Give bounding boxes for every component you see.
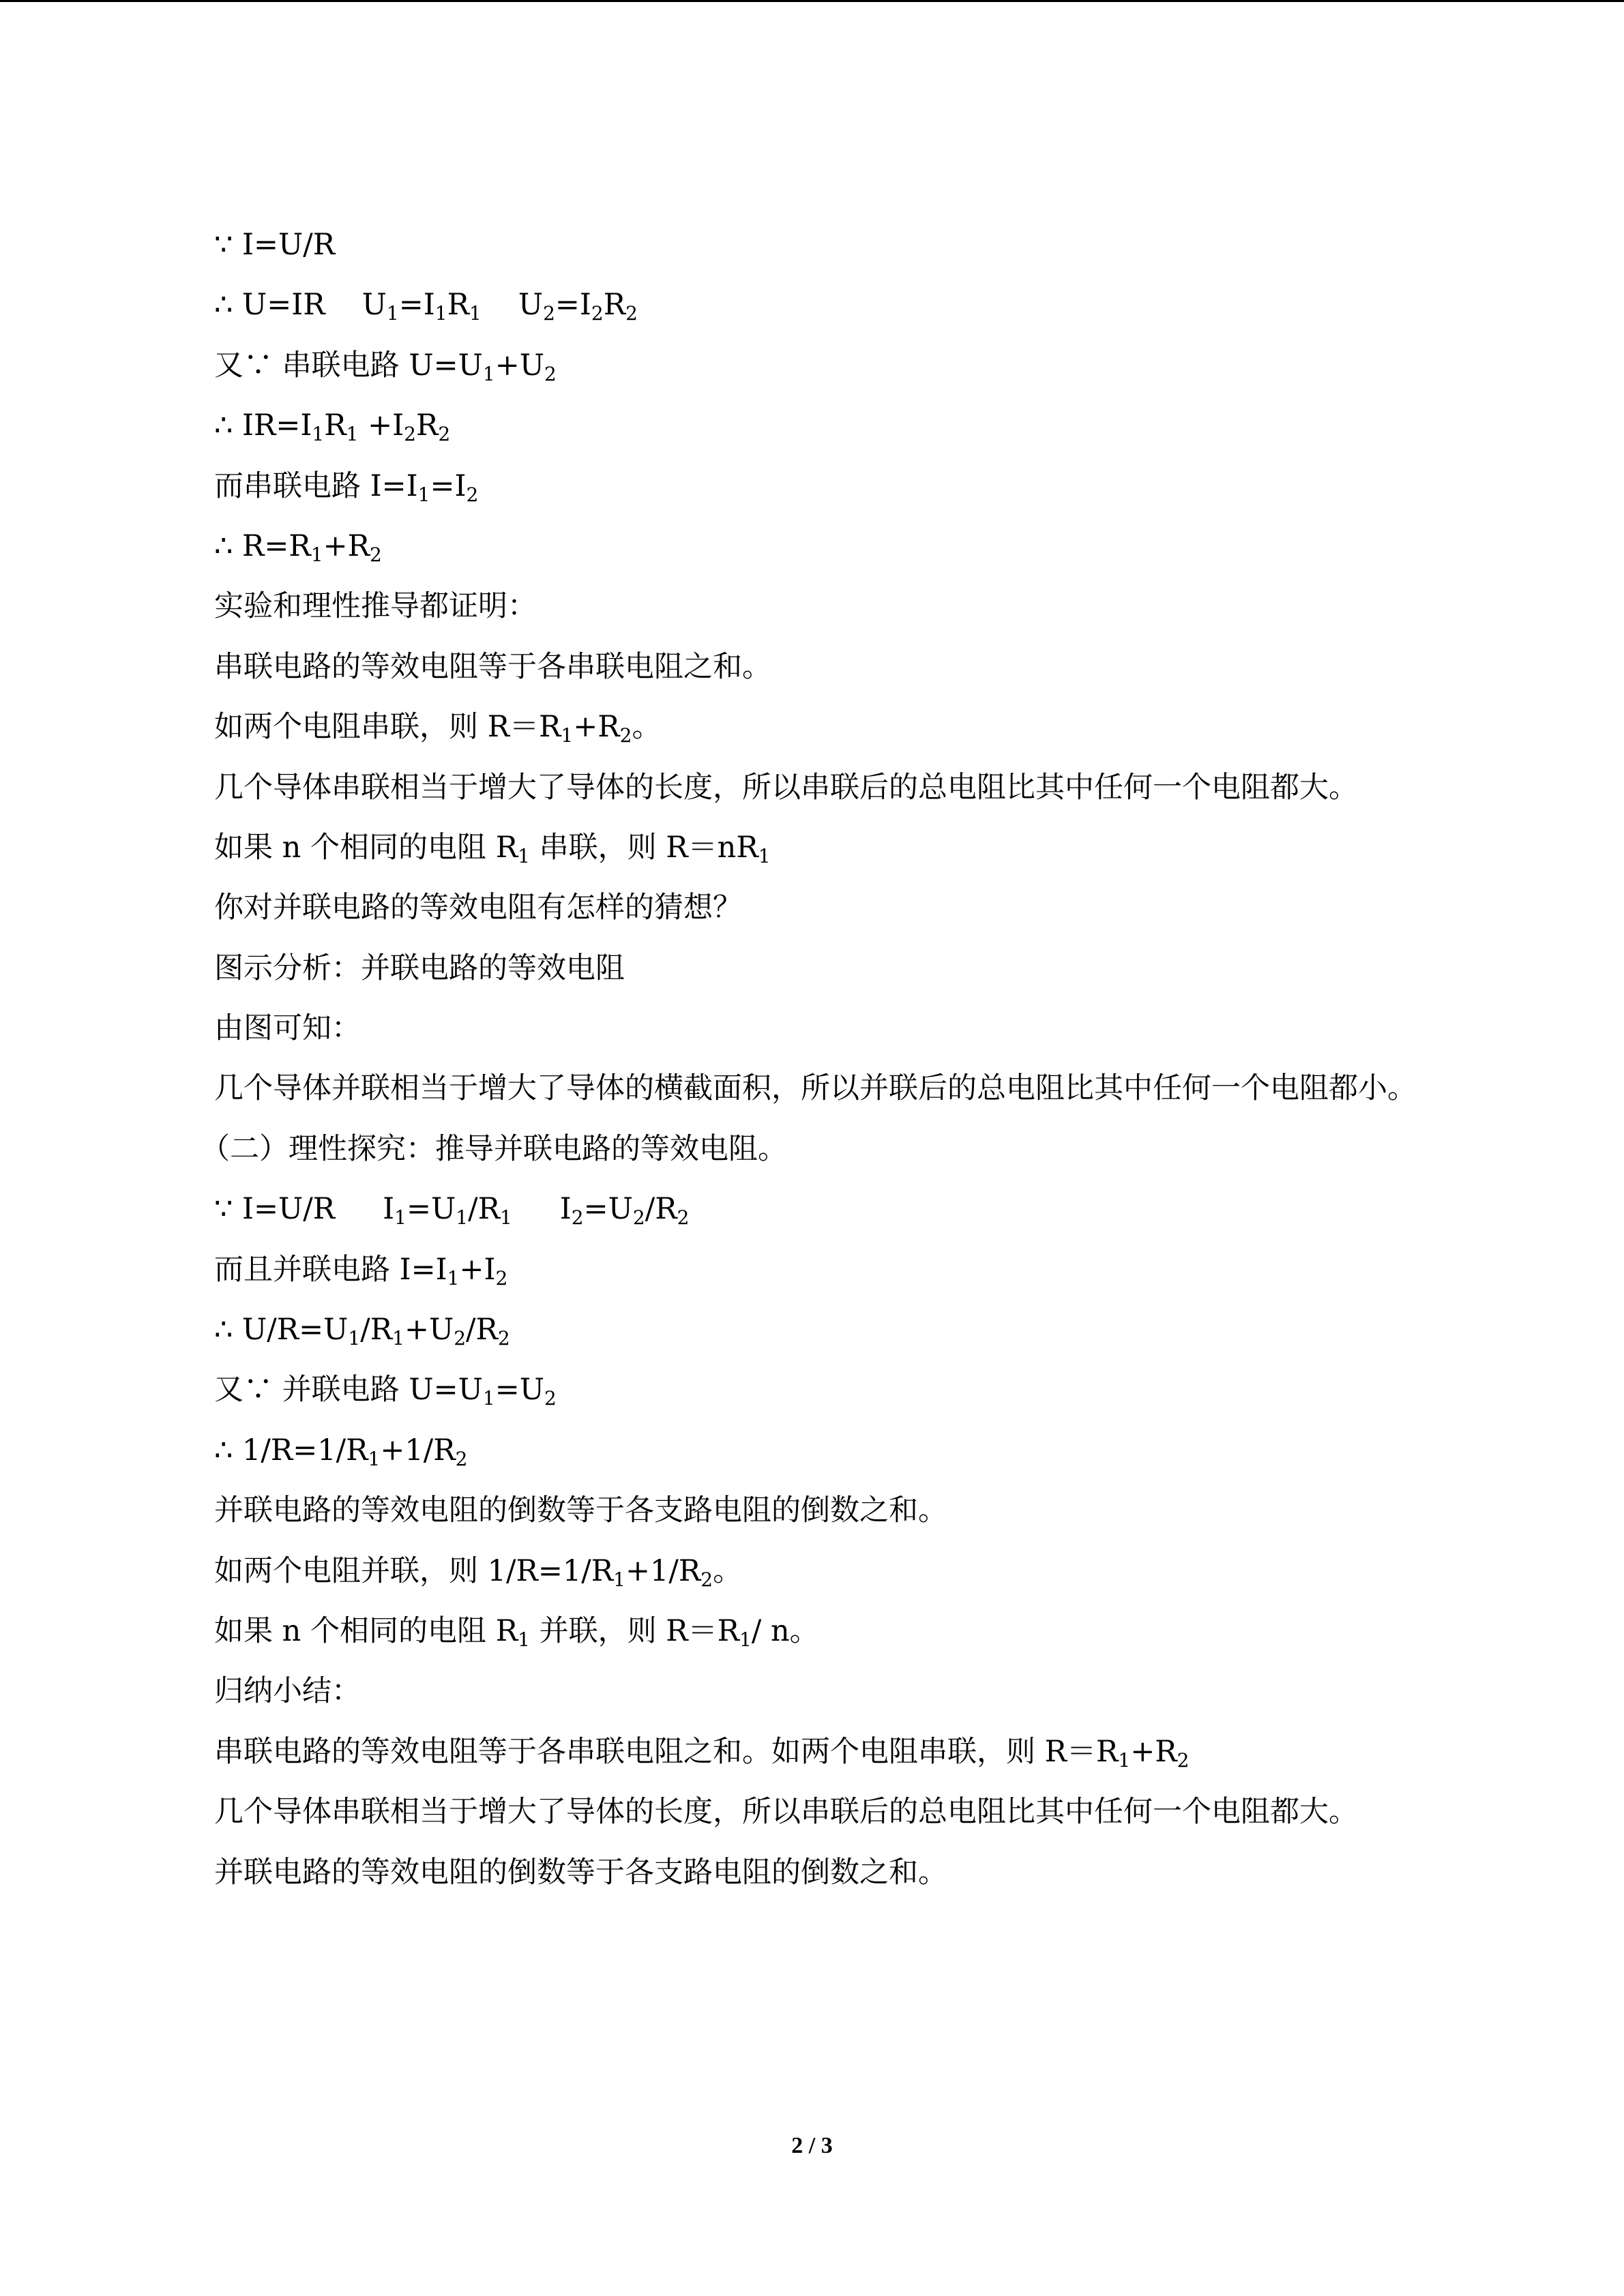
formula-line: ∵ I=U/R $I_1=U_1/R_1$ $I_2=U_2/R_2$: [214, 1192, 690, 1229]
page-number: 2 / 3: [791, 2133, 833, 2158]
formula-line: ∵ I=U/R: [214, 228, 336, 262]
formula-line: 如两个电阻并联，则 $1/R=1/R_1+1/R_2$。: [214, 1553, 743, 1591]
text-line: 归纳小结：: [214, 1674, 361, 1709]
section-heading: （二）理性探究：推导并联电路的等效电阻。: [201, 1131, 787, 1166]
formula-line: 如两个电阻串联，则 $R=R_1+R_2$。: [214, 710, 662, 747]
top-border: [0, 0, 1624, 2]
formula-line: 串联电路的等效电阻等于各串联电阻之和。如两个电阻串联，则 $R=R_1+R_2$: [214, 1734, 1190, 1772]
paragraph: 几个导体串联相当于增大了导体的长度，所以串联后的总电阻比其中任何一个电阻都大。: [214, 1795, 1358, 1830]
text-line: 实验和理性推导都证明：: [214, 589, 537, 624]
paragraph: 几个导体串联相当于增大了导体的长度，所以串联后的总电阻比其中任何一个电阻都大。: [214, 770, 1358, 805]
formula-line: ∴ $U/R=U_1/R_1+U_2/R_2$: [214, 1313, 510, 1350]
formula-line: 又∵ 并联电路 $U=U_1=U_2$: [214, 1373, 557, 1410]
document-body: [149, 215, 1465, 1903]
formula-line: ∴ $1/R=1/R_1+1/R_2$: [214, 1433, 468, 1470]
text-line: 图示分析：并联电路的等效电阻: [214, 951, 625, 985]
formula-line: 如果 n 个相同的电阻 $R_1$ 串联，则 $R=nR_1$: [214, 830, 771, 867]
text-line: 串联电路的等效电阻等于各串联电阻之和。: [214, 649, 771, 684]
text-line: 并联电路的等效电阻的倒数等于各支路电阻的倒数之和。: [214, 1493, 947, 1528]
text-line: 由图可知：: [214, 1011, 361, 1046]
formula-line: 而且并联电路 $I=I_1+I_2$: [214, 1252, 508, 1289]
formula-line: 如果 n 个相同的电阻 $R_1$ 并联，则 $R=R_1/$ n。: [214, 1614, 819, 1652]
formula-line: 而串联电路 $I=I_1=I_2$: [214, 468, 479, 506]
text-line: 你对并联电路的等效电阻有怎样的猜想？: [214, 891, 742, 925]
formula-line: ∴ $R=R_1+R_2$: [214, 528, 382, 566]
text-line: 并联电路的等效电阻的倒数等于各支路电阻的倒数之和。: [214, 1855, 947, 1890]
formula-line: ∴ $IR=I_1R_1 +I_2R_2$: [214, 408, 451, 446]
paragraph: 几个导体并联相当于增大了导体的横截面积，所以并联后的总电阻比其中任何一个电阻都小。: [214, 1071, 1417, 1106]
formula-line: ∴ U=IR $U_1=I_1R_1$ $U_2=I_2R_2$: [214, 288, 638, 325]
formula-line: 又∵ 串联电路 $U=U_1+U_2$: [214, 348, 557, 385]
